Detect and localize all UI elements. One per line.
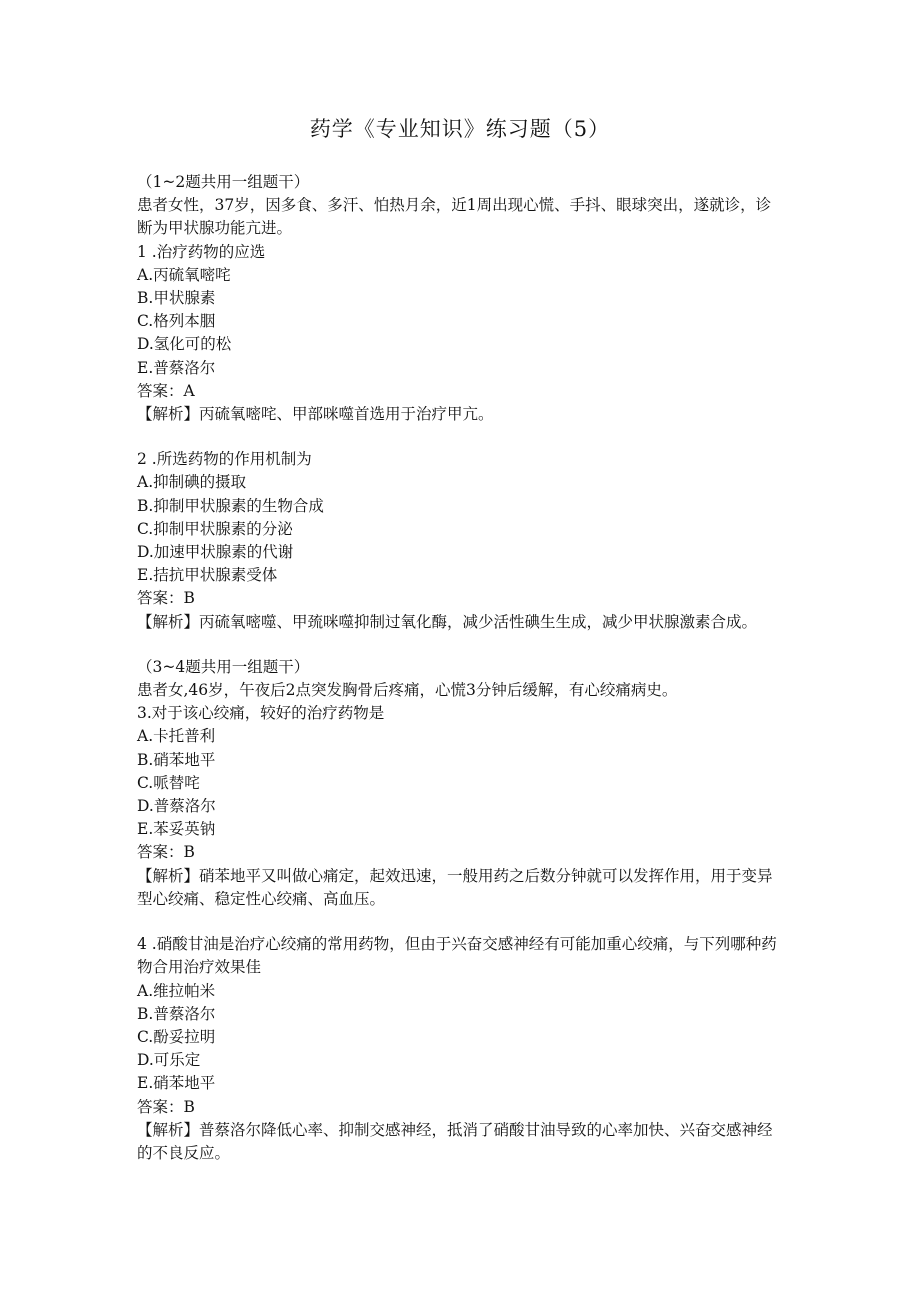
option-d: D.可乐定 bbox=[137, 1051, 201, 1070]
option-b: B.硝苯地平 bbox=[137, 750, 216, 769]
option-a: A.维拉帕米 bbox=[137, 981, 216, 1000]
option-e: E.苯妥英钠 bbox=[137, 820, 216, 839]
question-2 bbox=[137, 448, 782, 634]
option-a: A.丙硫氧嘧咤 bbox=[137, 265, 231, 284]
answer: 答案：B bbox=[137, 589, 195, 608]
page-title: 药学《专业知识》练习题（5） bbox=[309, 117, 611, 141]
question-group-3 bbox=[137, 656, 782, 911]
case-stem: 患者女,46岁，午夜后2点突发胸骨后疼痛，心慌3分钟后缓解，有心绞痛病史。 bbox=[137, 681, 678, 700]
case-stem: 患者女性，37岁，因多食、多汗、怕热月余，近1周出现心慌、手抖、眼球突出，遂就诊，诊断为甲状腺功能亢进。 bbox=[137, 196, 772, 238]
question-group-1 bbox=[137, 171, 782, 426]
analysis: 【解析】硝苯地平又叫做心痛定，起效迅速，一般用药之后数分钟就可以发挥作用，用于变异型心绞痛、稳定性心绞痛、高血压。 bbox=[137, 866, 773, 908]
option-d: D.加速甲状腺素的代谢 bbox=[137, 543, 294, 562]
question-4 bbox=[137, 933, 782, 1165]
option-d: D.氢化可的松 bbox=[137, 335, 232, 354]
analysis: 【解析】丙硫氧嘧噬、甲巯咪噬抑制过氧化酶，减少活性碘生生成，减少甲状腺激素合成。 bbox=[137, 612, 758, 631]
answer: 答案：B bbox=[137, 843, 195, 862]
option-e: E.硝苯地平 bbox=[137, 1074, 216, 1093]
question-text: 2 .所选药物的作用机制为 bbox=[137, 450, 312, 469]
option-b: B.甲状腺素 bbox=[137, 289, 216, 308]
document-body bbox=[137, 171, 782, 1165]
option-b: B.抑制甲状腺素的生物合成 bbox=[137, 496, 324, 515]
answer: 答案：A bbox=[137, 381, 195, 400]
question-text: 4 .硝酸甘油是治疗心绞痛的常用药物，但由于兴奋交感神经有可能加重心绞痛，与下列哪种药物合用治疗效果佳 bbox=[137, 935, 777, 977]
option-e: E.普蔡洛尔 bbox=[137, 358, 216, 377]
option-a: A.抑制碘的摄取 bbox=[137, 473, 247, 492]
group-header: （1~2题共用一组题干） bbox=[137, 173, 310, 191]
option-c: C.抑制甲状腺素的分泌 bbox=[137, 519, 293, 538]
group-header: （3~4题共用一组题干） bbox=[137, 657, 310, 676]
question-text: 1 .治疗药物的应选 bbox=[137, 242, 266, 261]
question-text: 3.对于该心绞痛，较好的治疗药物是 bbox=[137, 704, 385, 723]
option-d: D.普蔡洛尔 bbox=[137, 797, 216, 816]
option-b: B.普蔡洛尔 bbox=[137, 1004, 216, 1023]
option-c: C.哌替咤 bbox=[137, 773, 200, 792]
analysis: 【解析】普蔡洛尔降低心率、抑制交感神经，抵消了硝酸甘油导致的心率加快、兴奋交感神经的不良反应。 bbox=[137, 1120, 773, 1162]
option-c: C.格列本胭 bbox=[137, 312, 216, 331]
option-c: C.酚妥拉明 bbox=[137, 1027, 216, 1046]
analysis: 【解析】丙硫氧嘧咤、甲部咪噬首选用于治疗甲亢。 bbox=[137, 405, 494, 424]
option-e: E.拮抗甲状腺素受体 bbox=[137, 566, 278, 585]
option-a: A.卡托普利 bbox=[137, 727, 216, 746]
answer: 答案：B bbox=[137, 1097, 195, 1116]
